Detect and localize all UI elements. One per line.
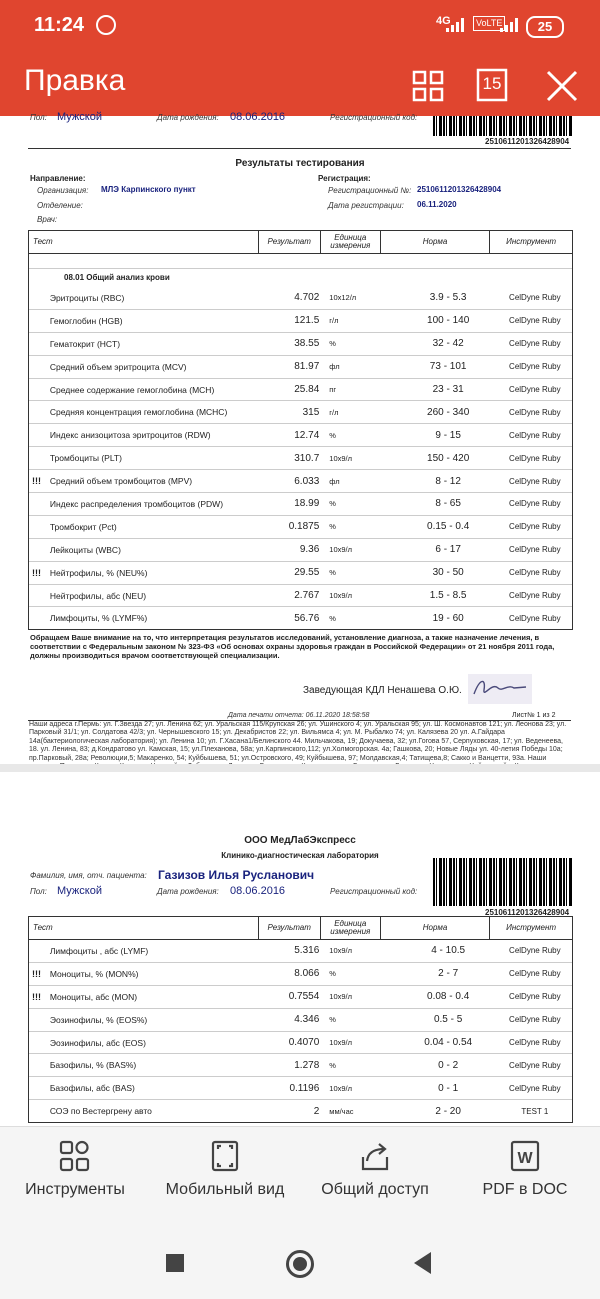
battery-indicator: 25 (526, 16, 564, 38)
result-cell: 29.55 (294, 567, 320, 579)
barcode-number: 2510611201326428904 (485, 908, 570, 917)
norm-cell: 8 - 65 (435, 498, 461, 510)
bottom-action-bar (0, 1126, 600, 1227)
dob-label: Дата рождения: (157, 887, 219, 896)
status-bar (0, 0, 600, 54)
norm-cell: 73 - 101 (429, 361, 467, 373)
page-separator (0, 764, 600, 772)
pdf-to-doc-label: PDF в DOC (482, 1181, 568, 1198)
table-row (29, 1077, 572, 1100)
table-row (29, 940, 572, 963)
result-cell: 25.84 (294, 384, 320, 395)
norm-cell: 32 - 42 (432, 338, 464, 350)
unit-cell: г/л (329, 316, 339, 326)
unit-cell: 10x9/л (329, 1083, 353, 1093)
group-title: 08.01 Общий анализ крови (64, 273, 170, 282)
test-name-cell: Лейкоциты (WBC) (49, 544, 121, 555)
test-name-cell: Индекс анизоцитоза эритроцитов (RDW) (49, 430, 211, 441)
test-name-cell: Тромбокрит (Pct) (49, 521, 117, 532)
result-cell: 310.7 (294, 452, 320, 464)
print-date: Дата печати отчета: 06.11.2020 18:58:58 (228, 712, 370, 719)
instrument-cell: CelDyne Ruby (509, 946, 561, 956)
lab-name: Клинико-диагностическая лаборатория (221, 851, 379, 860)
test-name-cell: Базофилы, абс (BAS) (49, 1083, 135, 1094)
flag-cell: !!! (32, 968, 41, 979)
close-icon[interactable] (540, 64, 584, 108)
col-norm: Норма (381, 917, 490, 939)
grid-view-icon[interactable] (406, 64, 450, 108)
recent-apps-icon[interactable] (166, 1254, 184, 1272)
instrument-cell: CelDyne Ruby (509, 545, 561, 555)
barcode-number: 2510611201326428904 (485, 137, 570, 146)
instrument-cell: CelDyne Ruby (509, 1060, 561, 1070)
test-name-cell: Базофилы, % (BAS%) (49, 1060, 137, 1071)
norm-cell: 6 - 17 (435, 544, 461, 556)
norm-cell: 19 - 60 (432, 612, 464, 624)
sex-value: Мужской (57, 885, 102, 897)
instrument-cell: CelDyne Ruby (509, 293, 561, 303)
share-icon (358, 1139, 392, 1173)
dob-value: 08.06.2016 (230, 111, 286, 123)
result-cell: 1.278 (294, 1059, 320, 1071)
instrument-cell: CelDyne Ruby (509, 1038, 561, 1047)
result-cell: 56.76 (294, 612, 320, 624)
test-name-cell: СОЭ по Вестергрену авто (49, 1106, 152, 1117)
document-page-1 (0, 111, 600, 764)
back-icon[interactable] (414, 1252, 431, 1274)
test-name-cell: Моноциты, % (MON%) (49, 968, 139, 979)
sex-label: Пол: (30, 113, 47, 122)
toolbar-title: Правка (24, 64, 126, 97)
company-name: ООО МедЛабЭкспресс (244, 835, 356, 846)
dept-label: Отделение: (37, 201, 83, 210)
unit-cell: 10x9/л (329, 946, 353, 956)
test-name-cell: Тромбоциты (PLT) (49, 453, 122, 464)
test-name-cell: Индекс распределения тромбоцитов (PDW) (49, 498, 224, 509)
col-instrument: Инструмент (506, 923, 557, 932)
unit-cell: 10x9/л (329, 1038, 353, 1047)
unit-cell: пг (329, 385, 337, 394)
norm-cell: 3.9 - 5.3 (429, 292, 467, 304)
results-table-2 (28, 916, 573, 1123)
norm-cell: 2 - 20 (435, 1105, 461, 1117)
norm-cell: 0 - 1 (438, 1082, 459, 1094)
table-row (29, 539, 572, 562)
result-cell: 2 (313, 1105, 320, 1117)
table-header (29, 231, 572, 254)
signal-icon-2 (500, 16, 518, 32)
test-name-cell: Моноциты, абс (MON) (49, 991, 138, 1002)
result-cell: 12.74 (294, 429, 320, 441)
flag-cell: !!! (32, 567, 41, 578)
registration-label: Регистрация: (318, 174, 371, 183)
patient-name: Газизов Илья Русланович (158, 868, 315, 882)
table-row (29, 333, 572, 356)
unit-cell: % (329, 1060, 336, 1070)
instrument-cell: CelDyne Ruby (509, 385, 561, 394)
result-cell: 0.7554 (288, 991, 320, 1003)
flag-cell: !!! (32, 476, 41, 487)
instrument-cell: CelDyne Ruby (509, 430, 561, 440)
instrument-cell: TEST 1 (521, 1106, 549, 1116)
result-cell: 5.316 (294, 945, 320, 957)
sex-value: Мужской (57, 111, 102, 123)
table-row (29, 401, 572, 424)
table-row (29, 470, 572, 493)
norm-cell: 30 - 50 (432, 567, 464, 579)
pdf-to-doc-button[interactable] (450, 1127, 600, 1227)
instrument-cell: CelDyne Ruby (509, 1083, 561, 1093)
svg-text:W: W (517, 1150, 533, 1167)
unit-cell: г/л (329, 407, 339, 417)
unit-cell: 10x9/л (329, 545, 353, 555)
test-name-cell: Эозинофилы, абс (EOS) (49, 1037, 146, 1048)
instrument-cell: CelDyne Ruby (509, 476, 561, 486)
page-count-label: 15 (482, 74, 502, 93)
result-cell: 6.033 (294, 475, 320, 487)
unit-cell: % (329, 969, 336, 979)
spacer-row (29, 254, 572, 269)
unit-cell: % (329, 568, 336, 578)
table-row (29, 1009, 572, 1032)
direction-label: Направление: (30, 174, 86, 183)
table-row (29, 379, 572, 402)
instrument-cell: CelDyne Ruby (509, 591, 561, 601)
reg-no-value: 2510611201326428904 (417, 185, 502, 194)
result-cell: 9.36 (299, 544, 320, 556)
test-name-cell: Лимфоциты , абс (LYMF) (49, 945, 149, 956)
reg-date-value: 06.11.2020 (417, 200, 457, 209)
table-header (29, 917, 572, 940)
instrument-cell: CelDyne Ruby (509, 453, 561, 463)
table-row (29, 986, 572, 1009)
test-name-cell: Эритроциты (RBC) (49, 292, 125, 303)
test-name-cell: Среднее содержание гемоглобина (MCH) (49, 384, 215, 395)
reg-code-label: Регистрационный код: (330, 887, 418, 896)
mobile-view-button[interactable] (150, 1127, 300, 1227)
norm-cell: 100 - 140 (427, 315, 470, 327)
table-row (29, 1032, 572, 1055)
tools-icon (58, 1139, 92, 1173)
table-row (29, 562, 572, 585)
doctor-label: Врач: (37, 215, 58, 224)
result-cell: 81.97 (294, 361, 320, 373)
flag-cell: !!! (32, 991, 41, 1002)
app-toolbar (0, 54, 600, 116)
head-signature: Заведующая КДЛ Ненашева О.Ю. (303, 685, 462, 696)
reg-code-label: Регистрационный код: (330, 113, 418, 122)
unit-cell: мм/час (329, 1106, 354, 1116)
table-row (29, 310, 572, 333)
norm-cell: 150 - 420 (427, 452, 470, 464)
results-table-1 (28, 230, 573, 630)
norm-cell: 0 - 2 (438, 1059, 459, 1071)
sex-label: Пол: (30, 887, 47, 896)
barcode-image (433, 858, 573, 906)
notice-text: Обращаем Ваше внимание на то, что интерпретация результатов исследований, установление диагноза, а также назначение лечения, в соответствии с Федеральным законом № 323-ФЗ «Об основах охраны здоровья граждан в Российской Федерации» от 21 ноября 2011 года, должны производиться врачом соответствующей специализации. (30, 633, 555, 660)
norm-cell: 4 - 10.5 (431, 945, 466, 957)
dob-value: 08.06.2016 (230, 885, 286, 897)
table-row (29, 516, 572, 539)
unit-cell: % (329, 339, 336, 349)
unit-cell: % (329, 430, 336, 440)
test-name-cell: Средний объем эритроцита (MCV) (49, 361, 187, 372)
unit-cell: % (329, 613, 336, 623)
divider (28, 148, 571, 149)
instrument-cell: CelDyne Ruby (509, 522, 561, 532)
instrument-cell: CelDyne Ruby (509, 407, 561, 417)
unit-cell: фл (329, 362, 340, 372)
addresses-text: Наши адреса г.Пермь: ул. Г.Звезда 27; ул. Ленина 62; ул. Уральская 115/Крупская 26; ул. Ушинского 4; ул. Уральская 95; ул. Ш. Космонавтов 121; ул. Леонова 23; ул. Парковый 31/1; ул. Солдатова 42/3; ул. Чернышевского 15; ул. Декабристов 22; ул. Вильямса 4; ул. М. Рыбалко 74; ул. Калязева 20 ул. А.Гайдара 14а(бактериологическая лаборатория); ул. Ленина 10; ул. Г.Хасана1/Белинского 44. Мильчакова, 19; Докучаева, 32; ул.Гогова 57, Серпуховская, 17; ул. Веденеева, 18. ул. Ленина, 83; д.Кондратово ул. Камская, 15; ул.Плеханова, 58а; ул.Карпинского,112; ул.Холмогорская. 4а; Гашкова, 20; Новые Ляды ул. 40-летия Победы 10а; пр.Парковый, 28а; Революции,5; Макаренко, 54; Куйбышева, 51; ул.Островского, 49; Куйбышева, 97; Молдавская,4; Татищева,8; Сакко и Ванцетти, 93а. Наши (29, 721, 567, 762)
norm-cell: 9 - 15 (435, 429, 461, 441)
instrument-cell: CelDyne Ruby (509, 992, 561, 1002)
unit-cell: % (329, 522, 336, 532)
unit-cell: % (329, 499, 336, 509)
result-cell: 8.066 (294, 968, 320, 980)
alarm-icon (96, 15, 116, 35)
instrument-cell: CelDyne Ruby (509, 1015, 561, 1025)
reg-date-label: Дата регистрации: (328, 201, 404, 210)
result-cell: 121.5 (294, 315, 320, 327)
table-body (29, 287, 572, 629)
test-name-cell: Средняя концентрация гемоглобина (MCHC) (49, 407, 228, 418)
table-row (29, 287, 572, 310)
norm-cell: 0.04 - 0.54 (424, 1037, 473, 1048)
volte-badge: VoLTE (473, 16, 505, 31)
signal-icon (446, 16, 464, 32)
page-number: Лист№ 1 из 2 (512, 712, 556, 719)
instrument-cell: CelDyne Ruby (509, 316, 561, 326)
table-row (29, 493, 572, 516)
share-label: Общий доступ (321, 1181, 429, 1198)
section-title: Результаты тестирования (235, 158, 365, 169)
table-row (29, 1100, 572, 1122)
result-cell: 2.767 (294, 590, 320, 602)
norm-cell: 2 - 7 (438, 968, 459, 980)
system-nav-bar (0, 1226, 600, 1299)
unit-cell: фл (329, 476, 340, 486)
table-row (29, 447, 572, 470)
patient-label: Фамилия, имя, отч. пациента: (30, 871, 147, 880)
unit-cell: % (329, 1015, 336, 1025)
tools-label: Инструменты (25, 1181, 125, 1198)
col-instrument: Инструмент (506, 237, 557, 246)
col-result: Результат (259, 231, 321, 253)
home-icon[interactable] (286, 1250, 314, 1278)
status-time: 11:24 (34, 14, 85, 36)
table-row (29, 1054, 572, 1077)
result-cell: 0.1196 (289, 1082, 320, 1094)
instrument-cell: CelDyne Ruby (509, 339, 561, 349)
result-cell: 0.1875 (288, 521, 320, 533)
org-label: Организация: (37, 186, 89, 195)
table-body (29, 940, 572, 1122)
norm-cell: 1.5 - 8.5 (429, 590, 467, 602)
unit-cell: 10x12/л (329, 293, 357, 303)
result-cell: 315 (302, 406, 320, 418)
unit-cell: 10x9/л (329, 453, 353, 463)
signature-image (468, 674, 532, 704)
instrument-cell: CelDyne Ruby (509, 362, 561, 372)
network-label: 4G (436, 15, 451, 27)
unit-cell: 10x9/л (329, 591, 353, 601)
result-cell: 4.346 (294, 1014, 320, 1026)
table-row (29, 607, 572, 629)
norm-cell: 0.15 - 0.4 (427, 521, 470, 533)
result-cell: 4.702 (294, 292, 320, 304)
test-name-cell: Эозинофилы, % (EOS%) (49, 1014, 148, 1025)
instrument-cell: CelDyne Ruby (509, 568, 561, 578)
test-name-cell: Лимфоциты, % (LYMF%) (49, 613, 148, 624)
col-test: Тест (29, 231, 259, 253)
test-name-cell: Средний объем тромбоцитов (MPV) (49, 476, 193, 487)
unit-cell: 10x9/л (329, 992, 353, 1002)
document-page-2 (0, 772, 600, 1132)
page-count-button[interactable] (470, 64, 514, 108)
tools-button[interactable] (0, 1127, 150, 1227)
col-unit: Единица измерения (321, 917, 381, 939)
test-name-cell: Нейтрофилы, % (NEU%) (49, 567, 148, 578)
norm-cell: 23 - 31 (432, 384, 464, 395)
test-name-cell: Гемоглобин (HGB) (49, 315, 123, 326)
document-viewer[interactable] (0, 111, 600, 1126)
table-row (29, 356, 572, 379)
table-row (29, 585, 572, 608)
instrument-cell: CelDyne Ruby (509, 969, 561, 979)
test-name-cell: Гематокрит (HCT) (49, 338, 121, 349)
col-unit: Единица измерения (321, 231, 381, 253)
instrument-cell: CelDyne Ruby (509, 499, 561, 509)
norm-cell: 0.5 - 5 (433, 1014, 463, 1026)
mobile-view-label: Мобильный вид (165, 1181, 285, 1198)
norm-cell: 260 - 340 (427, 406, 470, 418)
mobile-view-icon (208, 1139, 242, 1173)
result-cell: 0.4070 (288, 1037, 320, 1048)
org-value: МЛЭ Карпинского пункт (101, 185, 196, 194)
norm-cell: 8 - 12 (435, 475, 461, 487)
test-name-cell: Нейтрофилы, абс (NEU) (49, 590, 147, 601)
dob-label: Дата рождения: (157, 113, 219, 122)
table-row (29, 424, 572, 447)
share-button[interactable] (300, 1127, 450, 1227)
norm-cell: 0.08 - 0.4 (427, 991, 470, 1003)
col-result: Результат (259, 917, 321, 939)
word-icon (508, 1139, 542, 1173)
col-norm: Норма (381, 231, 490, 253)
barcode-image (433, 116, 573, 136)
col-test: Тест (29, 917, 259, 939)
result-cell: 38.55 (294, 338, 320, 350)
table-row (29, 963, 572, 986)
instrument-cell: CelDyne Ruby (509, 613, 561, 623)
result-cell: 18.99 (294, 498, 320, 510)
reg-no-label: Регистрационный №: (328, 186, 412, 195)
